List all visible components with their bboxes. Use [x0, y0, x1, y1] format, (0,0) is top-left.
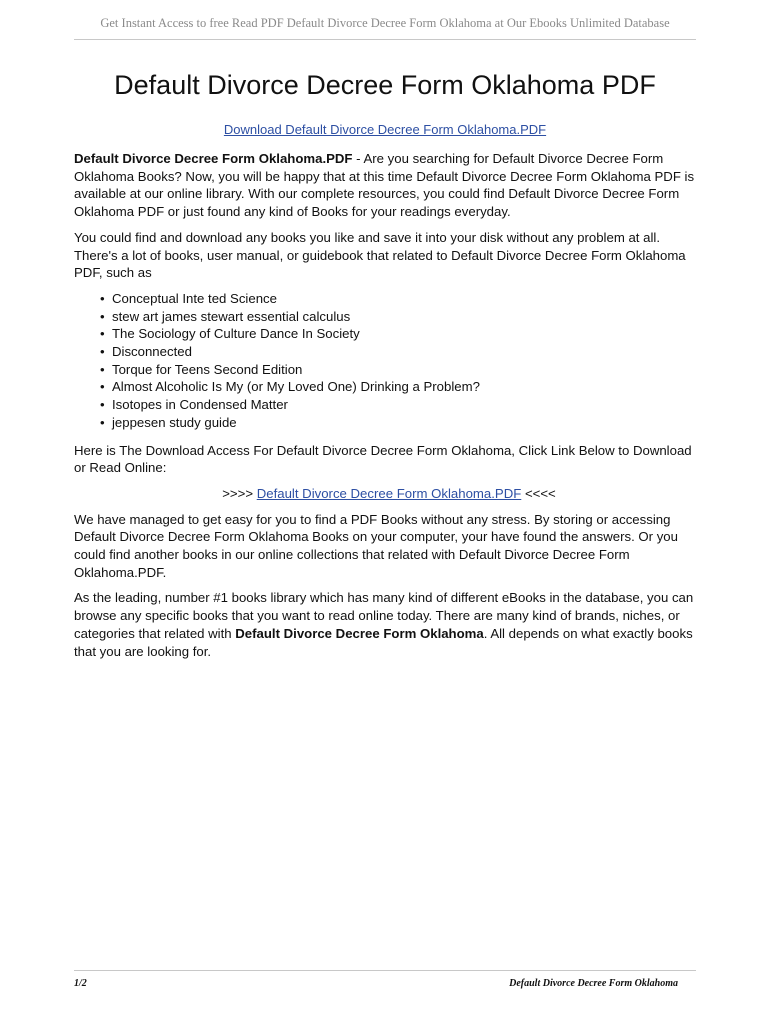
footer-divider [74, 970, 696, 971]
book-list [74, 290, 704, 432]
list-item: • Torque for Teens Second Edition [112, 361, 704, 379]
paragraph-4: We have managed to get easy for you to find a PDF Books without any stress. By storing or accessing Default Divorce Decree Form Oklahoma Books on your computer, your have found the answers. Or you could find another books in our online collections that related with Default Divorce Decree Form Oklahoma.PDF. [74, 511, 678, 580]
intro-text: - Are you searching for Default Divorce Decree Form Oklahoma Books? Now, you will be happy that at this time Default Divorce Decree Form Oklahoma PDF is available at our online library. With our complete resources, you could find Default Divorce Decree Form Oklahoma PDF or just found any kind of Books for your readings everyday. [74, 151, 695, 220]
document-title: Default Divorce Decree Form Oklahoma PDF [114, 70, 656, 100]
list-item: • The Sociology of Culture Dance In Society [112, 325, 704, 343]
list-item: • Conceptual Inte ted Science [112, 290, 704, 308]
paragraph-5 [74, 589, 704, 660]
intro-bold: Default Divorce Decree Form Oklahoma.PDF [74, 151, 353, 166]
page-header: Get Instant Access to free Read PDF Default Divorce Decree Form Oklahoma at Our Ebooks Unlimited Database [100, 16, 670, 30]
page-number: 1/2 [74, 978, 87, 989]
document-body [74, 150, 704, 668]
list-item: • jeppesen study guide [112, 414, 704, 432]
access-link-row [74, 485, 704, 503]
access-suffix: <<<< [521, 485, 556, 501]
download-link-row [74, 122, 696, 137]
access-link[interactable]: Default Divorce Decree Form Oklahoma.PDF [256, 485, 522, 501]
list-item: • Isotopes in Condensed Matter [112, 396, 704, 414]
list-item: • Almost Alcoholic Is My (or My Loved One) Drinking a Problem? [112, 378, 704, 396]
paragraph-5-bold: Default Divorce Decree Form Oklahoma [235, 625, 484, 641]
header-divider [74, 39, 696, 40]
paragraph-3: Here is The Download Access For Default Divorce Decree Form Oklahoma, Click Link Below to Download or Read Online: [74, 442, 692, 476]
list-item: • Disconnected [112, 343, 704, 361]
paragraph-2: You could find and download any books you like and save it into your disk without any problem at all. There's a lot of books, user manual, or guidebook that related to Default Divorce Decree Form Oklahoma PDF, such as [74, 229, 686, 281]
access-prefix: >>>> [222, 485, 257, 501]
download-link[interactable]: Download Default Divorce Decree Form Oklahoma.PDF [223, 122, 547, 137]
footer-title: Default Divorce Decree Form Oklahoma [509, 978, 678, 989]
intro-paragraph [74, 150, 704, 221]
list-item: • stew art james stewart essential calculus [112, 308, 704, 326]
paragraph-5-text: As the leading, number #1 books library which has many kind of different eBooks in the database, you can browse any specific books that you want to read online today. There are many kind of brands, niches, or categories that related with [74, 590, 694, 641]
paragraph-5-end: . All depends on what exactly books that you are looking for. [74, 625, 693, 659]
